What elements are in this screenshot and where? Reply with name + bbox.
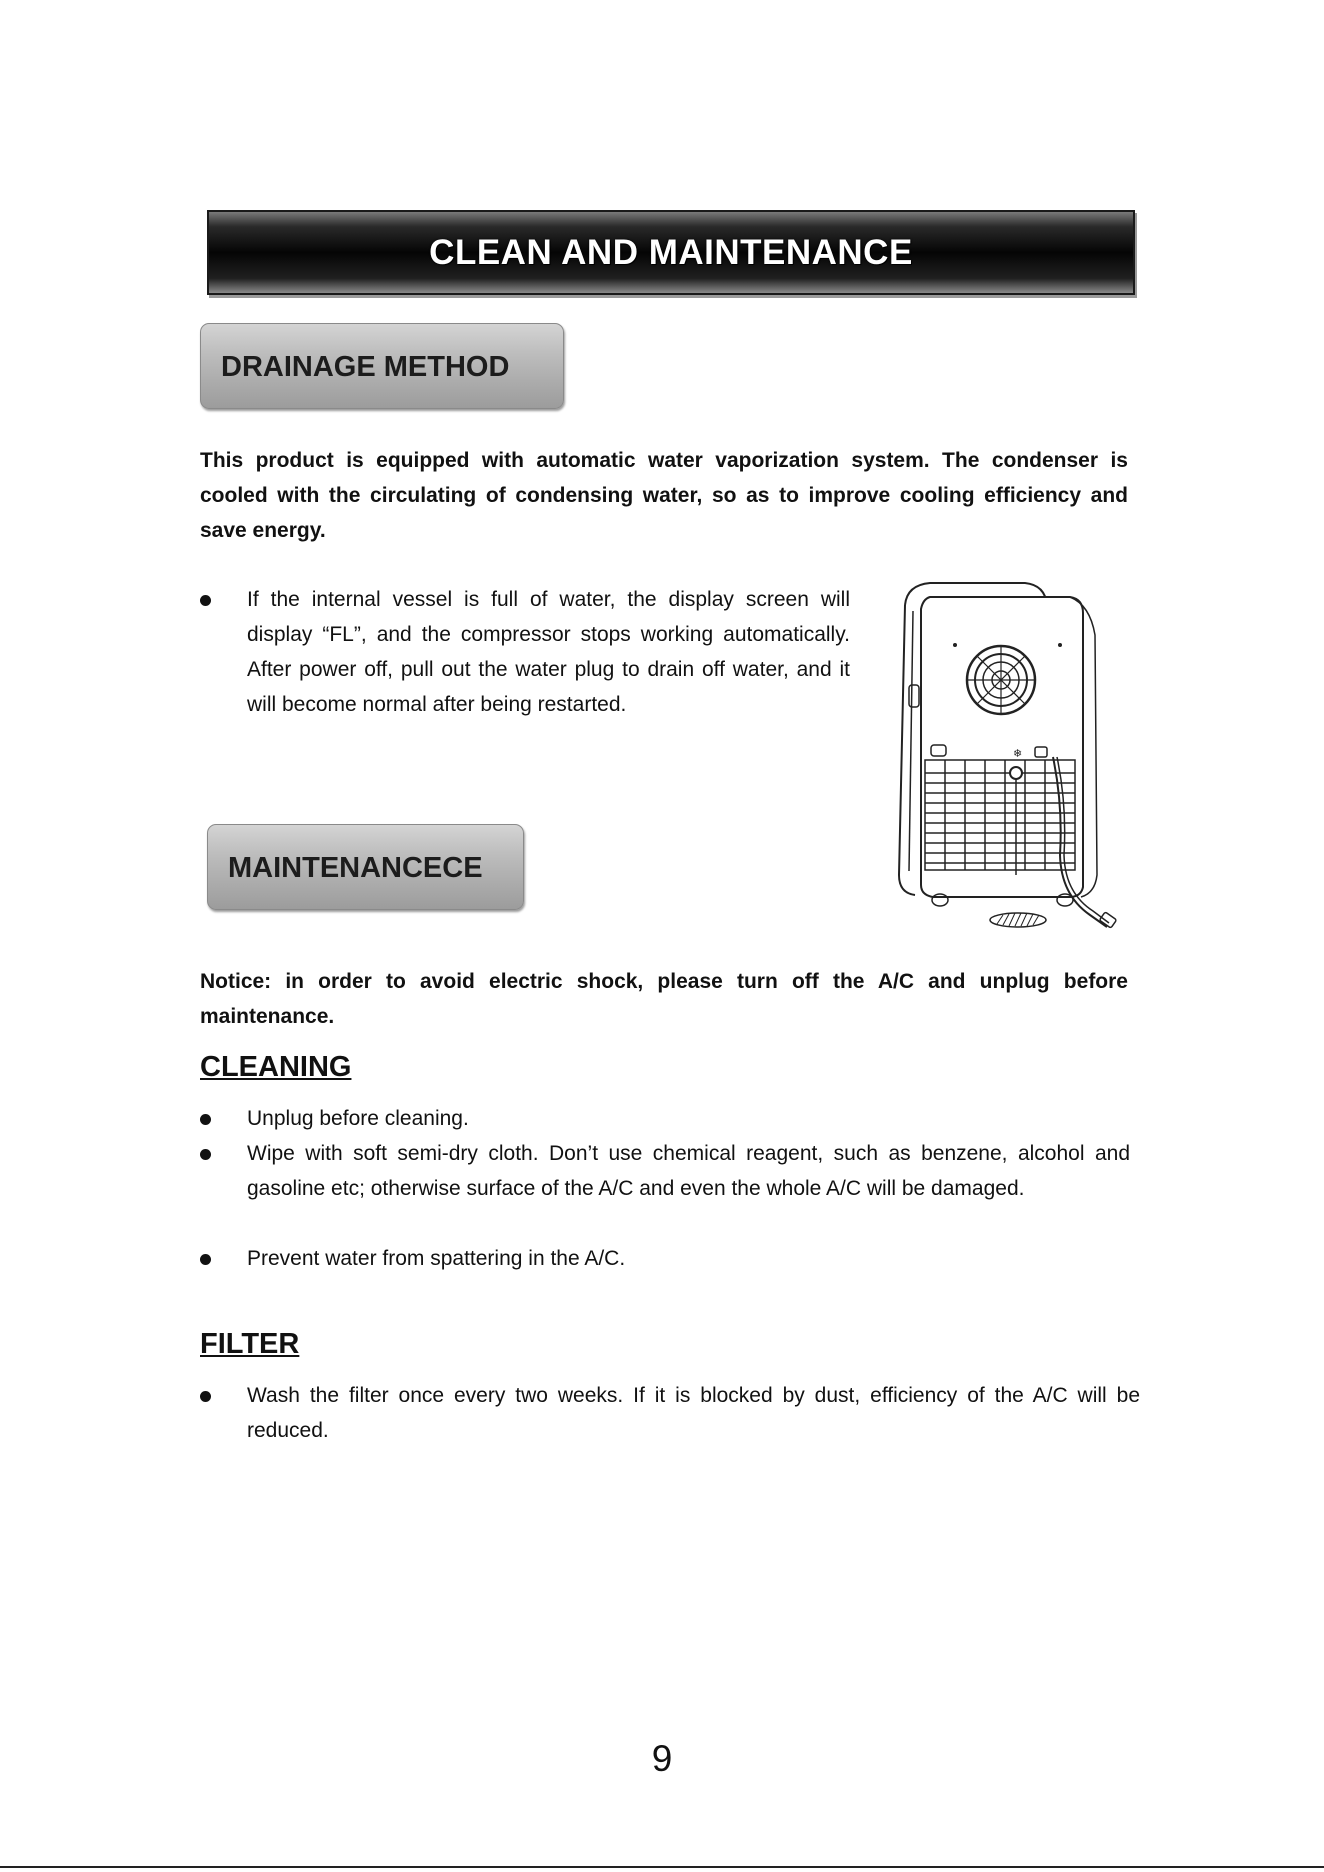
drainage-method-heading xyxy=(200,323,564,409)
maintenance-heading xyxy=(207,824,524,910)
drainage-bullet xyxy=(200,582,860,762)
bullet-dot xyxy=(200,1391,211,1402)
bullet-dot xyxy=(200,1149,211,1160)
filter-item xyxy=(200,1378,1160,1448)
drainage-bullet-text: If the internal vessel is full of water, the display screen will display “FL”, and the compressor stops working automatically. After power off, pull out the water plug to drain off water, and it will become normal after being restarted. xyxy=(247,588,850,716)
cleaning-item-text: Unplug before cleaning. xyxy=(247,1107,469,1130)
footer-rule xyxy=(0,1866,1324,1868)
air-conditioner-illustration xyxy=(885,575,1125,935)
cleaning-item-text: Wipe with soft semi-dry cloth. Don’t use chemical reagent, such as benzene, alcohol and gasoline etc; otherwise surface of the A/C and even the whole A/C will be damaged. xyxy=(247,1142,1130,1200)
drainage-heading-label: DRAINAGE METHOD xyxy=(221,351,510,383)
cleaning-item xyxy=(200,1101,1130,1136)
maintenance-heading-label: MAINTENANCECE xyxy=(228,852,483,884)
svg-text:❄: ❄ xyxy=(1013,747,1023,760)
drainage-intro-paragraph: This product is equipped with automatic water vaporization system. The condenser is cooled with the circulating of condensing water, so as to improve cooling efficiency and save energy. xyxy=(200,449,1128,542)
cleaning-item xyxy=(200,1136,1130,1241)
page-title: CLEAN AND MAINTENANCE xyxy=(429,233,913,272)
section-banner xyxy=(207,210,1135,295)
page-number: 9 xyxy=(651,1738,673,1779)
cleaning-heading: CLEANING xyxy=(200,1051,352,1083)
filter-heading: FILTER xyxy=(200,1328,300,1360)
maintenance-notice: Notice: in order to avoid electric shock, please turn off the A/C and unplug before maintenance. xyxy=(200,970,1128,1028)
filter-item-text: Wash the filter once every two weeks. If it is blocked by dust, efficiency of the A/C will be reduced. xyxy=(247,1384,1140,1442)
bullet-dot xyxy=(200,1114,211,1125)
cleaning-item xyxy=(200,1241,1130,1276)
cleaning-item-text: Prevent water from spattering in the A/C. xyxy=(247,1247,626,1270)
bullet-dot xyxy=(200,595,211,606)
bullet-dot xyxy=(200,1254,211,1265)
